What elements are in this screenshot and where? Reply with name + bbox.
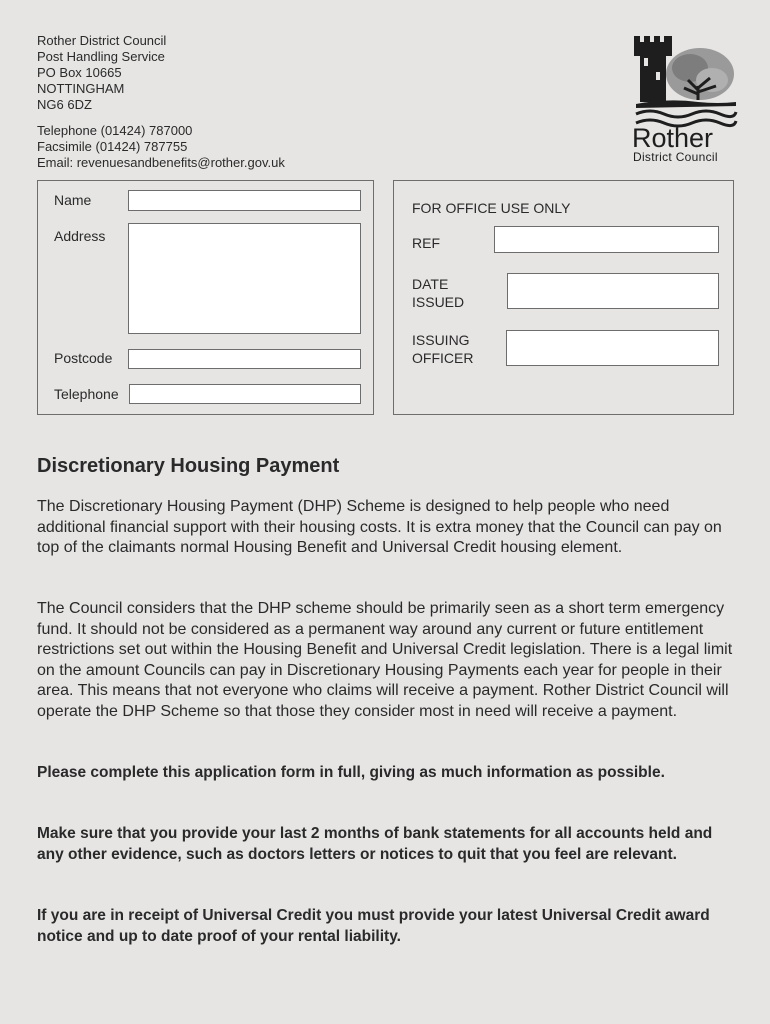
page-title: Discretionary Housing Payment [37, 455, 340, 477]
officer-label-line: ISSUING [412, 332, 470, 348]
postcode-field[interactable] [128, 349, 361, 369]
rother-logo [628, 28, 740, 168]
telephone-field[interactable] [129, 384, 361, 404]
logo-name: Rother [632, 123, 714, 153]
address-line: PO Box 10665 [37, 65, 122, 80]
office-use-heading: FOR OFFICE USE ONLY [412, 200, 571, 216]
address-line: Post Handling Service [37, 49, 165, 64]
date-issued-label [412, 275, 464, 311]
email-text: Email: revenuesandbenefits@rother.gov.uk [37, 155, 285, 170]
facsimile-text: Facsimile (01424) 787755 [37, 139, 188, 154]
date-label-line: ISSUED [412, 294, 465, 310]
issuing-officer-label [412, 331, 473, 367]
ref-label: REF [412, 235, 440, 251]
date-issued-field[interactable] [507, 273, 719, 309]
ref-field[interactable] [494, 226, 719, 253]
name-label: Name [54, 192, 92, 208]
address-field[interactable] [128, 223, 361, 334]
address-label: Address [54, 228, 106, 244]
telephone-text: Telephone (01424) 787000 [37, 123, 193, 138]
complete-form-instruction: Please complete this application form in full, giving as much information as possible. [37, 764, 665, 781]
intro-paragraph: The Discretionary Housing Payment (DHP) Scheme is designed to help people who need additional financial support with their housing costs. It is extra money that the Council can pay on top of the claimants normal Housing Benefit and Universal Credit housing element. [37, 498, 722, 556]
date-label-line: DATE [412, 276, 449, 292]
issuing-officer-field[interactable] [506, 330, 719, 366]
address-line: Rother District Council [37, 33, 167, 48]
address-line: NOTTINGHAM [37, 81, 125, 96]
logo-subtitle: District Council [633, 150, 718, 164]
contact-details [37, 123, 285, 171]
name-field[interactable] [128, 190, 361, 211]
council-address [37, 33, 166, 113]
telephone-label: Telephone [54, 386, 119, 402]
universal-credit-instruction: If you are in receipt of Universal Credit you must provide your latest Universal Credit award notice and up to date proof of your rental liability. [37, 907, 710, 945]
bank-statements-instruction: Make sure that you provide your last 2 months of bank statements for all accounts held and any other evidence, such as doctors letters or notices to quit that you feel are relevant. [37, 825, 713, 863]
officer-label-line: OFFICER [412, 350, 474, 366]
scheme-paragraph: The Council considers that the DHP scheme should be primarily seen as a short term emergency fund. It should not be considered as a permanent way around any current or future entitlement restrictions set out within the Housing Benefit and Universal Credit legislation. There is a legal limit on the amount Councils can pay in Discretionary Housing Payments each year for people in their area. This means that not everyone who claims will receive a payment. Rother District Council will operate the DHP Scheme so that those they consider most in need will receive a payment. [37, 600, 733, 720]
address-line: NG6 6DZ [37, 97, 92, 112]
postcode-label: Postcode [54, 350, 113, 366]
